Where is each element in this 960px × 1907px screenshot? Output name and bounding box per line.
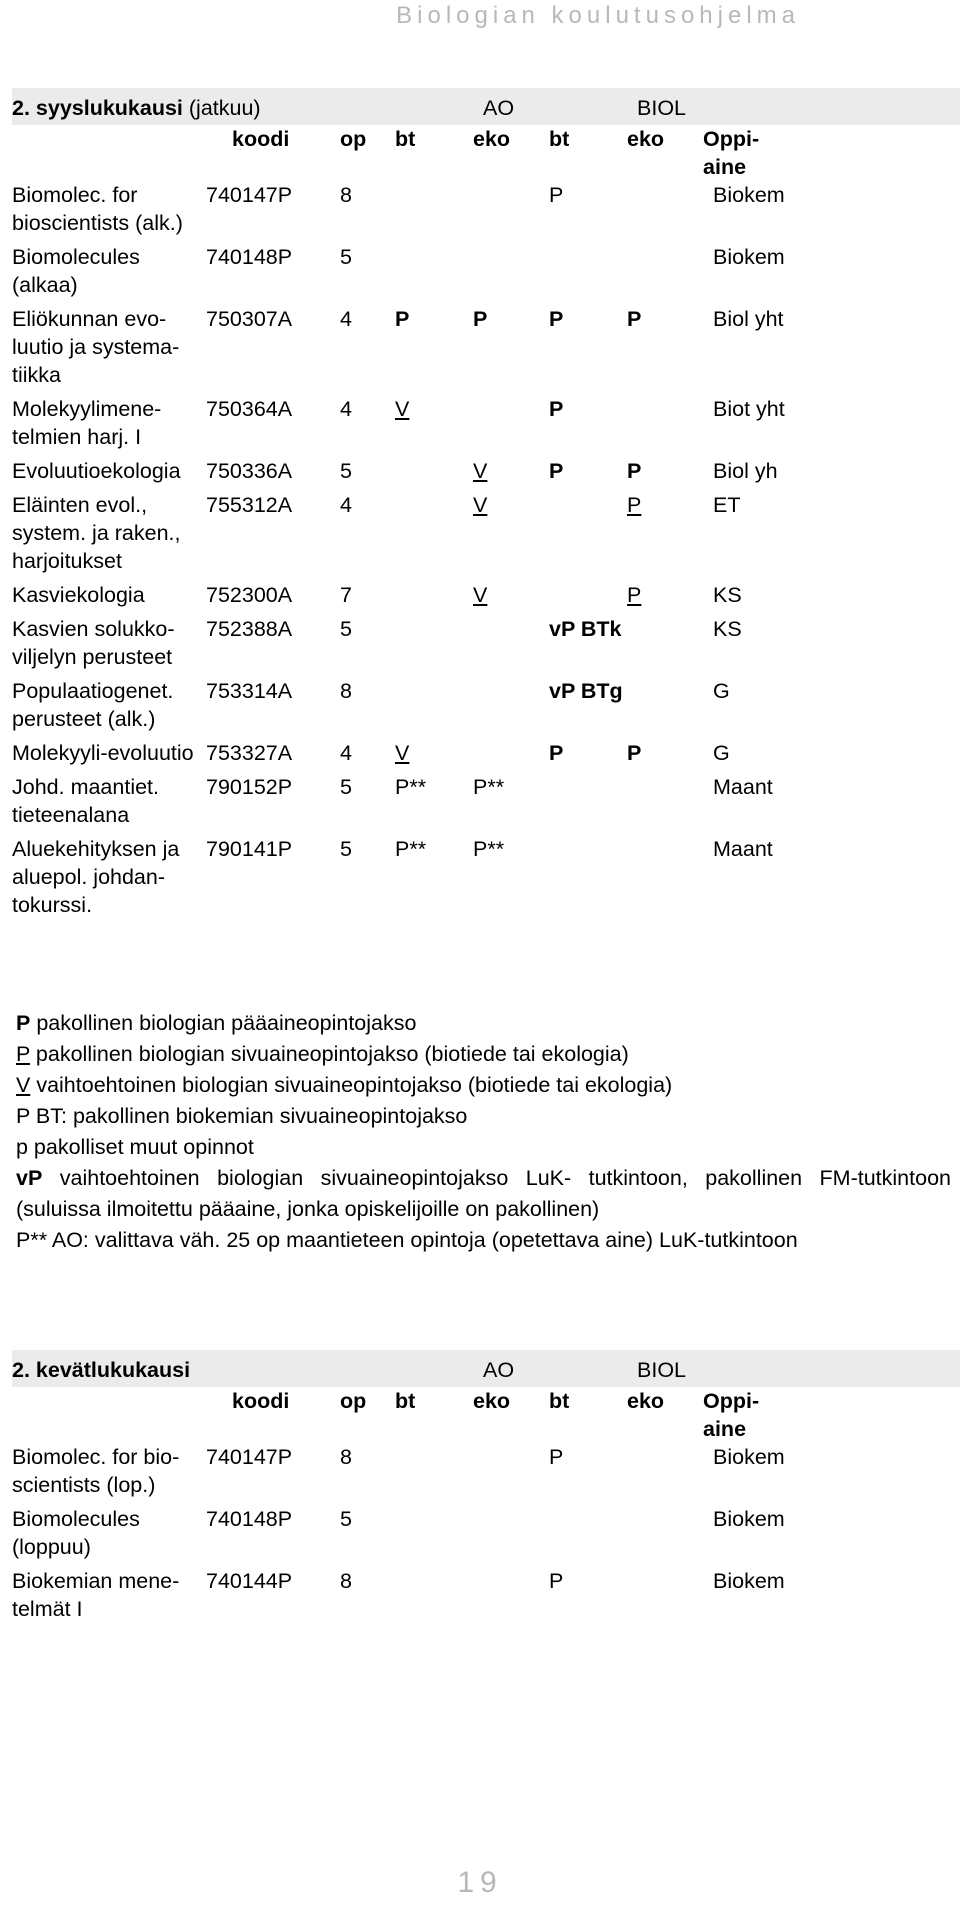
- legend-item: [16, 1008, 951, 1039]
- course-name: Kasvien solukko-viljelyn perusteet: [12, 617, 175, 669]
- col-op: op: [340, 127, 367, 151]
- course-credits: 4: [340, 493, 352, 517]
- course-code: 750307A: [206, 307, 293, 331]
- course-code: 790141P: [206, 837, 293, 861]
- biol-group-header: BIOL: [637, 1358, 686, 1382]
- table-row: [12, 1567, 960, 1629]
- course-subject: Biokem: [713, 1569, 785, 1593]
- course-code: 740148P: [206, 245, 293, 269]
- course-mark: P: [627, 459, 642, 483]
- course-name: Molekyyli-evoluutio: [12, 741, 194, 765]
- biol-group-header: BIOL: [637, 96, 687, 120]
- course-mark: [395, 1443, 473, 1505]
- course-subject: KS: [713, 583, 742, 607]
- course-credits: 4: [340, 741, 352, 765]
- ao-group-header: AO: [483, 1358, 515, 1382]
- table-row: [12, 581, 960, 615]
- course-mark: [549, 1505, 627, 1567]
- course-mark: [627, 1505, 703, 1567]
- course-name: Eliökunnan evo-luutio ja systema-tiikka: [12, 307, 180, 387]
- legend-item: p pakolliset muut opinnot: [16, 1135, 254, 1159]
- course-credits: 5: [340, 775, 352, 799]
- course-mark: [395, 457, 473, 491]
- legend-item: P BT: pakollinen biokemian sivuaineopintojakso: [16, 1104, 468, 1128]
- course-code: 790152P: [206, 775, 293, 799]
- course-credits: 8: [340, 1569, 352, 1593]
- course-credits: 5: [340, 837, 352, 861]
- course-mark: [473, 1505, 549, 1567]
- course-mark: [473, 615, 549, 677]
- table-row: [12, 677, 960, 739]
- table-row: [12, 615, 960, 677]
- course-mark: P: [549, 183, 564, 207]
- col-oppiaine: Oppi-aine: [703, 127, 760, 179]
- course-mark: [473, 395, 549, 457]
- course-name: Molekyylimene-telmien harj. I: [12, 397, 162, 449]
- course-mark: P: [549, 1445, 564, 1469]
- course-code: 750364A: [206, 397, 293, 421]
- course-subject: Biokem: [713, 1507, 785, 1531]
- course-mark: [473, 1443, 549, 1505]
- course-mark: V: [395, 397, 410, 421]
- table-row: [12, 835, 960, 925]
- course-mark: [549, 491, 627, 581]
- table-row: [12, 243, 960, 305]
- course-mark: [395, 615, 473, 677]
- spring-course-table: [12, 1350, 960, 1629]
- course-mark: P**: [473, 837, 505, 861]
- legend-item: [16, 1039, 951, 1070]
- col-bt: bt: [395, 127, 416, 151]
- course-mark: [627, 181, 703, 243]
- course-code: 752300A: [206, 583, 293, 607]
- legend-text: vaihtoehtoinen biologian sivuaineopintojakso (biotiede tai ekologia): [30, 1073, 673, 1097]
- course-name: Biomolecules (alkaa): [12, 245, 140, 297]
- course-mark: [395, 181, 473, 243]
- course-mark: P**: [473, 775, 505, 799]
- header-title: Biologian koulutusohjelma: [396, 2, 800, 29]
- table-row: [12, 457, 960, 491]
- course-mark: [395, 1505, 473, 1567]
- legend-key: vP: [16, 1166, 43, 1190]
- course-subject: Biol yht: [713, 307, 784, 331]
- col-eko: eko: [473, 127, 511, 151]
- legend: [16, 1008, 951, 1256]
- course-mark: [395, 491, 473, 581]
- course-mark: [627, 243, 703, 305]
- autumn-title-note: (jatkuu): [182, 96, 261, 120]
- course-mark: P**: [395, 775, 427, 799]
- course-name: Evoluutioekologia: [12, 459, 181, 483]
- ao-group-header: AO: [483, 96, 515, 120]
- course-mark: [627, 835, 703, 925]
- legend-key: P: [16, 1011, 31, 1035]
- course-subject: Biokem: [713, 245, 785, 269]
- course-mark: P: [627, 307, 642, 331]
- legend-item: [16, 1163, 951, 1225]
- course-subject: Biokem: [713, 1445, 785, 1469]
- course-mark: P: [395, 307, 410, 331]
- col-eko: eko: [627, 127, 665, 151]
- course-mark: V: [473, 459, 488, 483]
- course-mark: P: [549, 741, 564, 765]
- course-mark: P: [549, 459, 564, 483]
- course-code: 740147P: [206, 183, 293, 207]
- course-credits: 7: [340, 583, 352, 607]
- course-subject: Biokem: [713, 183, 785, 207]
- col-oppiaine: Oppi-aine: [703, 1389, 760, 1441]
- autumn-course-table: [12, 88, 960, 925]
- course-code: 753314A: [206, 679, 293, 703]
- course-mark: [395, 677, 473, 739]
- course-name: Biomolecules (loppuu): [12, 1507, 140, 1559]
- table-row: [12, 181, 960, 243]
- course-mark: V: [395, 741, 410, 765]
- course-mark: [473, 677, 549, 739]
- course-credits: 8: [340, 183, 352, 207]
- table-row: [12, 491, 960, 581]
- course-code: 740144P: [206, 1569, 293, 1593]
- course-subject: Biot yht: [713, 397, 785, 421]
- course-code: 740147P: [206, 1445, 293, 1469]
- col-koodi: koodi: [232, 1389, 290, 1413]
- course-mark: [627, 677, 703, 739]
- course-name: Aluekehityksen ja aluepol. johdan-tokurssi.: [12, 837, 180, 917]
- course-mark: [549, 243, 627, 305]
- course-name: Biomolec. for bioscientists (alk.): [12, 183, 183, 235]
- table-row: [12, 1443, 960, 1505]
- course-name: Eläinten evol., system. ja raken., harjoitukset: [12, 493, 181, 573]
- course-mark: vP BTk: [549, 617, 622, 641]
- course-credits: 5: [340, 245, 352, 269]
- course-name: Kasviekologia: [12, 583, 145, 607]
- course-mark: V: [473, 493, 488, 517]
- course-name: Johd. maantiet. tieteenalana: [12, 775, 160, 827]
- course-mark: P: [627, 583, 642, 607]
- course-mark: P: [549, 1569, 564, 1593]
- course-mark: P: [627, 741, 642, 765]
- course-mark: [395, 581, 473, 615]
- course-mark: [549, 581, 627, 615]
- course-subject: ET: [713, 493, 741, 517]
- course-mark: P: [549, 307, 564, 331]
- course-mark: P: [473, 307, 488, 331]
- legend-item: [16, 1070, 951, 1101]
- course-mark: V: [473, 583, 488, 607]
- table-row: [12, 305, 960, 395]
- course-name: Populaatiogenet. perusteet (alk.): [12, 679, 174, 731]
- course-mark: [473, 181, 549, 243]
- course-code: 752388A: [206, 617, 293, 641]
- course-mark: [549, 835, 627, 925]
- course-mark: vP BTg: [549, 679, 623, 703]
- legend-text: pakollinen biologian pääaineopintojakso: [30, 1011, 417, 1035]
- course-subject: Maant: [713, 837, 773, 861]
- course-subject: KS: [713, 617, 742, 641]
- legend-key: V: [16, 1073, 31, 1097]
- course-mark: [395, 1567, 473, 1629]
- course-credits: 8: [340, 1445, 352, 1469]
- legend-text: vaihtoehtoinen biologian sivuaineopintojakso LuK- tutkintoon, pakollinen FM-tutkintoon (suluissa ilmoitettu pääaine, jonka opiskelijoille on pakollinen): [16, 1166, 951, 1221]
- legend-key: P: [16, 1042, 30, 1066]
- page-number: 19: [457, 1866, 503, 1899]
- course-mark: [473, 243, 549, 305]
- course-credits: 4: [340, 397, 352, 421]
- table-row: [12, 739, 960, 773]
- course-mark: [627, 1443, 703, 1505]
- course-code: 740148P: [206, 1507, 293, 1531]
- col-eko: eko: [473, 1389, 511, 1413]
- course-name: Biomolec. for bio-scientists (lop.): [12, 1445, 180, 1497]
- col-op: op: [340, 1389, 367, 1413]
- course-mark: [395, 243, 473, 305]
- course-credits: 5: [340, 617, 352, 641]
- spring-title: 2. kevätlukukausi: [12, 1350, 395, 1387]
- col-bt: bt: [549, 1389, 570, 1413]
- course-code: 755312A: [206, 493, 293, 517]
- spring-title-row: [12, 1350, 960, 1387]
- col-bt: bt: [549, 127, 570, 151]
- course-credits: 5: [340, 459, 352, 483]
- course-mark: [627, 395, 703, 457]
- course-subject: G: [713, 741, 730, 765]
- course-mark: P: [627, 493, 642, 517]
- table-row: [12, 773, 960, 835]
- autumn-title: 2. syyslukukausi: [12, 96, 183, 120]
- autumn-title-row: [12, 88, 960, 125]
- table-row: [12, 395, 960, 457]
- course-name: Biokemian mene-telmät I: [12, 1569, 180, 1621]
- course-credits: 8: [340, 679, 352, 703]
- course-subject: G: [713, 679, 730, 703]
- course-credits: 5: [340, 1507, 352, 1531]
- course-mark: [473, 739, 549, 773]
- course-mark: [627, 773, 703, 835]
- col-eko: eko: [627, 1389, 665, 1413]
- course-mark: [627, 615, 703, 677]
- course-subject: Maant: [713, 775, 773, 799]
- course-mark: P**: [395, 837, 427, 861]
- legend-item: P** AO: valittava väh. 25 op maantieteen opintoja (opetettava aine) LuK-tutkintoon: [16, 1228, 798, 1252]
- legend-text: pakollinen biologian sivuaineopintojakso (biotiede tai ekologia): [29, 1042, 629, 1066]
- course-mark: P: [549, 397, 564, 421]
- course-code: 750336A: [206, 459, 293, 483]
- course-mark: [473, 1567, 549, 1629]
- table-row: [12, 1505, 960, 1567]
- course-subject: Biol yh: [713, 459, 778, 483]
- course-mark: [627, 1567, 703, 1629]
- course-mark: [549, 773, 627, 835]
- col-bt: bt: [395, 1389, 416, 1413]
- autumn-column-headers: [12, 125, 960, 181]
- course-code: 753327A: [206, 741, 293, 765]
- spring-column-headers: [12, 1387, 960, 1443]
- course-credits: 4: [340, 307, 352, 331]
- col-koodi: koodi: [232, 127, 290, 151]
